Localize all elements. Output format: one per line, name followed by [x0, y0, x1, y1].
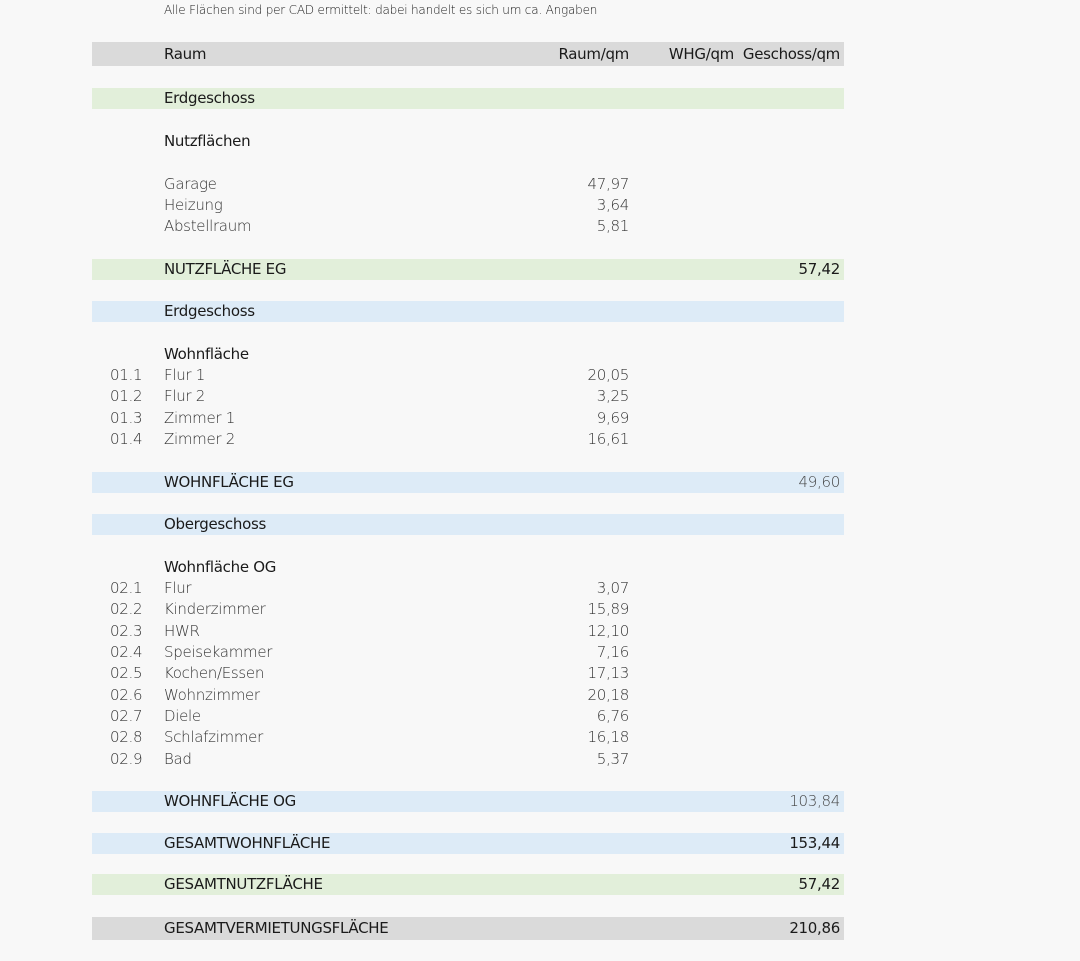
room-area: 17,13 [587, 664, 629, 682]
room-name: Zimmer 1 [164, 409, 235, 427]
room-area: 47,97 [587, 175, 629, 193]
total-value: 57,42 [798, 260, 840, 278]
table-row [92, 195, 844, 216]
total-value: 57,42 [798, 875, 840, 893]
header-raum-qm: Raum/qm [558, 45, 629, 63]
total-value: 49,60 [798, 473, 840, 491]
subtitle-label: Nutzflächen [164, 132, 251, 150]
subtitle-nutzflaechen [92, 131, 844, 152]
room-number: 01.1 [110, 366, 143, 384]
room-name: HWR [164, 622, 200, 640]
room-number: 02.7 [110, 707, 143, 725]
total-label: WOHNFLÄCHE EG [164, 473, 294, 491]
table-row [92, 216, 844, 237]
table-header [92, 42, 844, 66]
room-name: Wohnzimmer [164, 686, 260, 704]
subtitle-label: Wohnfläche OG [164, 558, 277, 576]
total-nutzflaeche-eg [92, 259, 844, 280]
room-number: 01.2 [110, 387, 143, 405]
table-row [92, 408, 844, 429]
section-title: Erdgeschoss [164, 302, 255, 320]
room-number: 01.4 [110, 430, 143, 448]
section-erdgeschoss-nutz [92, 88, 844, 109]
room-name: Flur [164, 579, 192, 597]
room-area: 3,64 [596, 196, 629, 214]
table-row [92, 174, 844, 195]
room-area: 20,05 [587, 366, 629, 384]
room-area: 7,16 [596, 643, 629, 661]
table-row [92, 365, 844, 386]
table-row [92, 727, 844, 748]
room-name: Speisekammer [164, 643, 273, 661]
room-name: Flur 1 [164, 366, 205, 384]
section-title: Erdgeschoss [164, 89, 255, 107]
total-value: 103,84 [789, 792, 840, 810]
total-wohnflaeche-og [92, 791, 844, 812]
room-name: Zimmer 2 [164, 430, 235, 448]
table-row [92, 429, 844, 450]
room-name: Flur 2 [164, 387, 205, 405]
room-number: 02.4 [110, 643, 143, 661]
section-title: Obergeschoss [164, 515, 266, 533]
table-row [92, 642, 844, 663]
total-gesamtnutzflaeche [92, 874, 844, 895]
total-label: GESAMTWOHNFLÄCHE [164, 834, 331, 852]
table-row [92, 706, 844, 727]
room-area: 9,69 [596, 409, 629, 427]
total-value: 153,44 [789, 834, 840, 852]
room-number: 02.8 [110, 728, 143, 746]
subtitle-wohnflaeche [92, 344, 844, 365]
section-obergeschoss [92, 514, 844, 535]
room-number: 01.3 [110, 409, 143, 427]
room-number: 02.5 [110, 664, 143, 682]
header-raum: Raum [164, 45, 207, 63]
area-note: Alle Flächen sind per CAD ermittelt: dabei handelt es sich um ca. Angaben [164, 3, 598, 17]
total-gesamtvermietungsflaeche [92, 917, 844, 940]
table-row [92, 386, 844, 407]
table-row [92, 578, 844, 599]
room-area: 16,18 [587, 728, 629, 746]
total-wohnflaeche-eg [92, 472, 844, 493]
room-number: 02.1 [110, 579, 143, 597]
room-name: Garage [164, 175, 217, 193]
total-label: GESAMTVERMIETUNGSFLÄCHE [164, 919, 389, 937]
table-row [92, 749, 844, 770]
room-name: Heizung [164, 196, 223, 214]
room-name: Abstellraum [164, 217, 252, 235]
room-area: 15,89 [587, 600, 629, 618]
subtitle-wohnflaeche-og [92, 557, 844, 578]
room-area: 6,76 [596, 707, 629, 725]
total-label: NUTZFLÄCHE EG [164, 260, 287, 278]
total-gesamtwohnflaeche [92, 833, 844, 854]
room-name: Bad [164, 750, 192, 768]
room-number: 02.2 [110, 600, 143, 618]
section-erdgeschoss-wohn [92, 301, 844, 322]
room-number: 02.9 [110, 750, 143, 768]
total-label: GESAMTNUTZFLÄCHE [164, 875, 323, 893]
total-label: WOHNFLÄCHE OG [164, 792, 296, 810]
room-area: 20,18 [587, 686, 629, 704]
table-row [92, 599, 844, 620]
subtitle-label: Wohnfläche [164, 345, 249, 363]
header-whg-qm: WHG/qm [668, 45, 734, 63]
room-area: 16,61 [587, 430, 629, 448]
room-name: Kochen/Essen [164, 664, 265, 682]
total-value: 210,86 [789, 919, 840, 937]
table-row [92, 621, 844, 642]
room-number: 02.6 [110, 686, 143, 704]
room-area: 3,07 [596, 579, 629, 597]
table-row [92, 685, 844, 706]
table-row [92, 663, 844, 684]
room-number: 02.3 [110, 622, 143, 640]
room-name: Diele [164, 707, 201, 725]
room-name: Schlafzimmer [164, 728, 263, 746]
room-area: 5,81 [596, 217, 629, 235]
room-name: Kinderzimmer [164, 600, 266, 618]
room-area: 5,37 [596, 750, 629, 768]
room-area: 3,25 [596, 387, 629, 405]
room-area: 12,10 [587, 622, 629, 640]
header-geschoss-qm: Geschoss/qm [742, 45, 840, 63]
